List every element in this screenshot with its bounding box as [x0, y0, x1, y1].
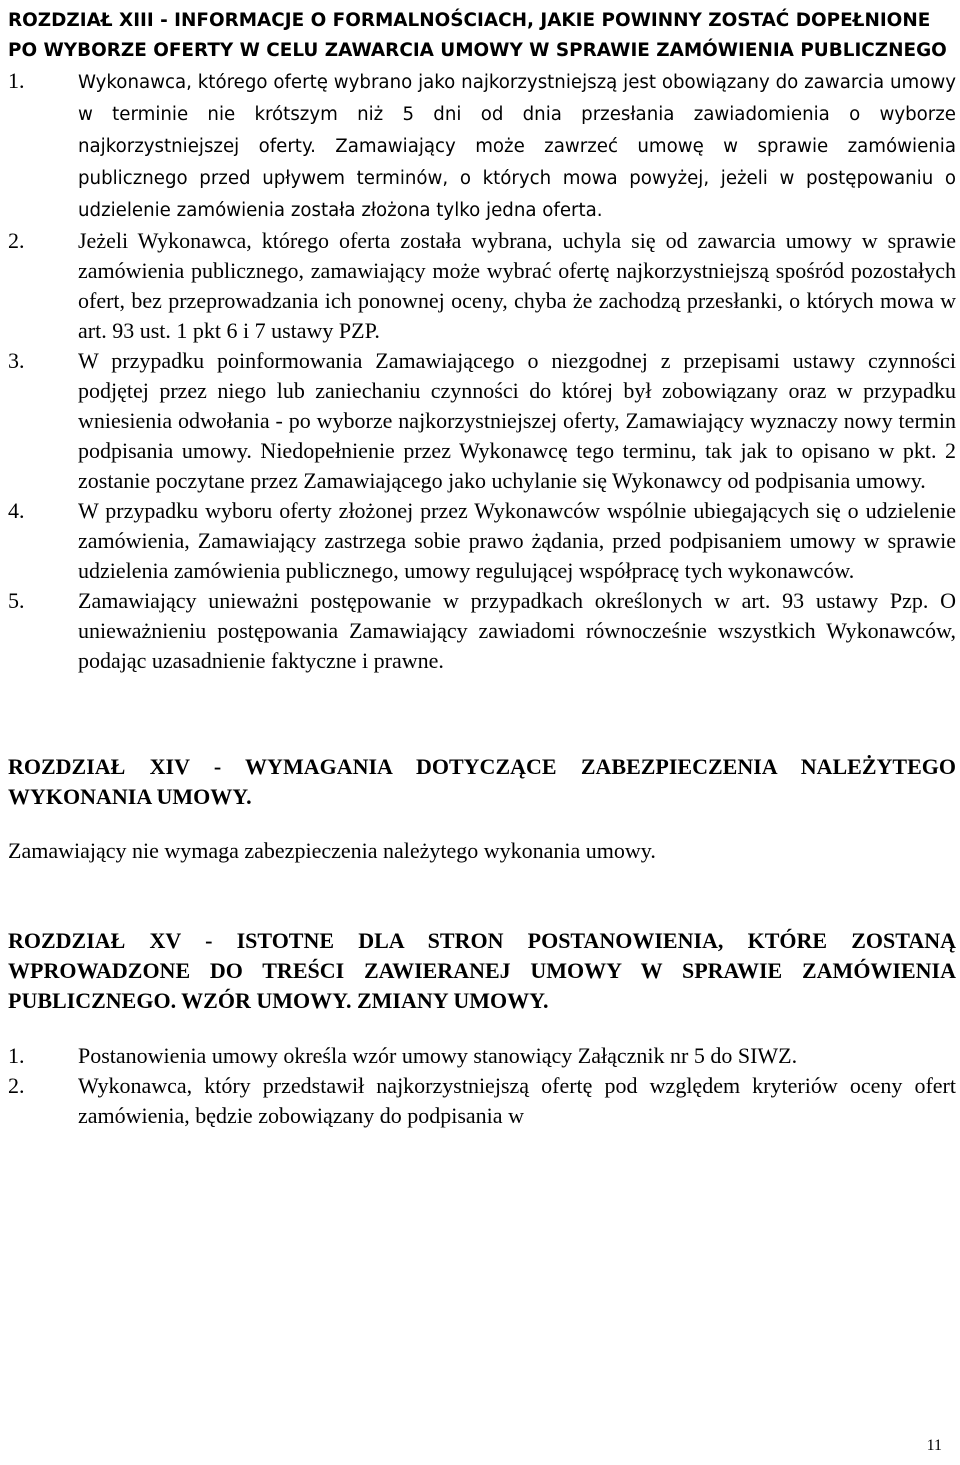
document-page — [8, 6, 956, 1131]
list-item-number: 5. — [8, 588, 25, 613]
list-item-number: 1. — [8, 1043, 25, 1068]
list-item-number: 2. — [8, 228, 25, 253]
list-item-text: Wykonawca, który przedstawił najkorzystniejszą ofertę pod względem kryteriów oceny ofert zamówienia, będzie zobowiązany do podpisania w — [78, 1073, 956, 1128]
list-item-text: Zamawiający unieważni postępowanie w przypadkach określonych w art. 93 ustawy Pzp. O unieważnieniu postępowania Zamawiający zawiadomi równocześnie wszystkich Wykonawców, podając uzasadnienie faktyczne i prawne. — [78, 588, 956, 673]
section-15-heading: ROZDZIAŁ XV - ISTOTNE DLA STRON POSTANOWIENIA, KTÓRE ZOSTANĄ WPROWADZONE DO TREŚCI ZAWIERANEJ UMOWY W SPRAWIE ZAMÓWIENIA PUBLICZNEGO. WZÓR UMOWY. ZMIANY UMOWY. — [8, 928, 956, 1013]
list-item — [8, 226, 956, 346]
list-item-text: Wykonawca, którego ofertę wybrano jako najkorzystniejszą jest obowiązany do zawarcia umowy w terminie nie krótszym niż 5 dni od dnia przesłania zawiadomienia o wyborze najkorzystniejszej oferty. — [78, 72, 956, 157]
list-item — [8, 586, 956, 676]
list-item-number: 1. — [8, 68, 25, 93]
list-item — [8, 496, 956, 586]
section-14-text: Zamawiający nie wymaga zabezpieczenia należytego wykonania umowy. — [8, 838, 656, 863]
list-item-number: 2. — [8, 1073, 25, 1098]
list-item-text: W przypadku poinformowania Zamawiającego o niezgodnej z przepisami ustawy czynności podjętej przez niego lub zaniechaniu czynności do której był zobowiązany oraz w przypadku wniesienia odwołania - po wyborze najkorzystniejszej oferty, Zamawiający wyznaczy nowy termin podpisania umowy. Niedopełnienie przez Wykonawcę tego terminu, tak jak to opisano w pkt. 2 zostanie poczytane przez Zamawiającego jako uchylanie się Wykonawcy od podpisania umowy. — [78, 348, 956, 493]
section-13-list — [8, 66, 956, 676]
page-number: 11 — [926, 1437, 942, 1454]
list-item — [8, 1041, 956, 1071]
list-item-text-continued: Zamawiający może zawrzeć umowę w sprawie zamówienia publicznego przed upływem terminów, o których mowa powyżej, jeżeli w postępowaniu o udzielenie zamówienia została złożona tylko jedna oferta. — [78, 136, 956, 221]
list-item — [8, 346, 956, 496]
section-14-heading: ROZDZIAŁ XIV - WYMAGANIA DOTYCZĄCE ZABEZPIECZENIA NALEŻYTEGO WYKONANIA UMOWY. — [8, 754, 956, 809]
list-item-text: Postanowienia umowy określa wzór umowy stanowiący Załącznik nr 5 do SIWZ. — [78, 1043, 798, 1068]
list-item — [8, 1071, 956, 1131]
list-item-text: W przypadku wyboru oferty złożonej przez Wykonawców wspólnie ubiegających się o udzielenie zamówienia, Zamawiający zastrzega sobie prawo żądania, przed podpisaniem umowy w sprawie udzielenia zamówienia publicznego, umowy regulującej współpracę tych wykonawców. — [78, 498, 956, 583]
section-13-heading: ROZDZIAŁ XIII - INFORMACJE O FORMALNOŚCIACH, JAKIE POWINNY ZOSTAĆ DOPEŁNIONE PO WYBORZE OFERTY W CELU ZAWARCIA UMOWY W SPRAWIE ZAMÓWIENIA PUBLICZNEGO — [8, 10, 947, 61]
list-item-number: 4. — [8, 498, 25, 523]
list-item-number: 3. — [8, 348, 25, 373]
list-item — [8, 66, 956, 226]
section-15-list — [8, 1041, 956, 1131]
list-item-text: Jeżeli Wykonawca, którego oferta została wybrana, uchyla się od zawarcia umowy w sprawie zamówienia publicznego, zamawiający może wybrać ofertę najkorzystniejszą spośród pozostałych ofert, bez przeprowadzania ich ponownej oceny, chyba że zachodzą przesłanki, o których mowa w art. 93 ust. 1 pkt 6 i 7 ustawy PZP. — [78, 228, 956, 343]
